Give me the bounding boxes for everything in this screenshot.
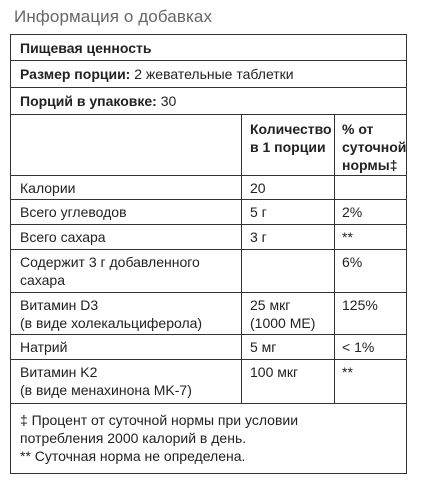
table-row (11, 176, 406, 200)
amount-column-header (250, 120, 332, 156)
nutrient-name-line: Содержит 3 г добавленного (20, 254, 200, 270)
nutrient-daily-value: 125% (342, 297, 378, 313)
nutrient-daily-value: 2% (342, 204, 363, 220)
nutrient-daily-value: ** (342, 229, 353, 245)
footnote-daily-value-cont: потребления 2000 калорий в день. (20, 430, 247, 446)
servings-label: Порций в упаковке: (20, 93, 157, 109)
table-row (11, 250, 406, 293)
nutrient-daily-value: < 1% (342, 339, 375, 355)
column-divider-1-last (241, 360, 242, 403)
serving-size (20, 64, 294, 84)
amount-header-line: в 1 порции (250, 139, 326, 155)
nutrient-name (20, 296, 202, 332)
nutrient-amount-line: 25 мкг (250, 297, 291, 313)
amount-header-line: Количество (250, 121, 332, 137)
servings-value: 30 (156, 93, 177, 109)
footnote-daily-value: ‡ Процент от суточной нормы при условии (20, 412, 299, 428)
nutrient-name: Калории (20, 180, 76, 196)
serving-size-value: 2 жевательные таблетки (130, 66, 294, 82)
nutrient-name-line: Витамин D3 (20, 297, 99, 313)
table-row (11, 225, 406, 250)
nutrient-name-line: (в виде холекальциферола) (20, 315, 203, 331)
daily-value-column-header (342, 120, 406, 174)
nutrient-name: Натрий (20, 339, 68, 355)
servings-per-container (20, 91, 176, 111)
table-row (11, 293, 406, 335)
nutrient-name-line: сахара (20, 272, 65, 288)
nutrient-amount: 100 мкг (250, 364, 299, 380)
nutrient-amount: 20 (250, 180, 266, 196)
dv-header-line: % от (342, 121, 374, 137)
nutrient-amount-line: (1000 МЕ) (250, 315, 316, 331)
nutrient-daily-value: 6% (342, 254, 363, 270)
serving-size-label: Размер порции: (20, 66, 131, 82)
nutrient-name: Всего углеводов (20, 204, 127, 220)
footnote-not-established: ** Суточная норма не определена. (20, 448, 246, 464)
supplement-facts-table (10, 34, 407, 474)
column-header-row (11, 115, 406, 176)
dv-header-line: нормы‡ (342, 157, 398, 173)
nutrient-name (20, 363, 192, 399)
nutrition-heading: Пищевая ценность (20, 40, 152, 56)
nutrient-name (20, 253, 200, 289)
footnotes (20, 411, 400, 465)
table-row (11, 335, 406, 360)
table-row (11, 360, 406, 404)
nutrient-amount: 5 мг (250, 339, 277, 355)
page-title: Информация о добавках (14, 7, 213, 26)
table-row (11, 200, 406, 225)
column-divider-2-last (334, 360, 335, 403)
serving-size-row (11, 61, 406, 88)
dv-header-line: суточной (342, 139, 407, 155)
servings-per-container-row (11, 88, 406, 115)
nutrient-name-line: (в виде менахинона MK-7) (20, 382, 192, 398)
nutrient-name-line: Витамин K2 (20, 364, 98, 380)
nutrient-amount (250, 296, 315, 332)
nutrient-name: Всего сахара (20, 229, 106, 245)
nutrition-heading-row (11, 35, 406, 61)
nutrient-amount: 5 г (250, 204, 267, 220)
nutrient-amount: 3 г (250, 229, 267, 245)
nutrient-daily-value: ** (342, 364, 353, 380)
